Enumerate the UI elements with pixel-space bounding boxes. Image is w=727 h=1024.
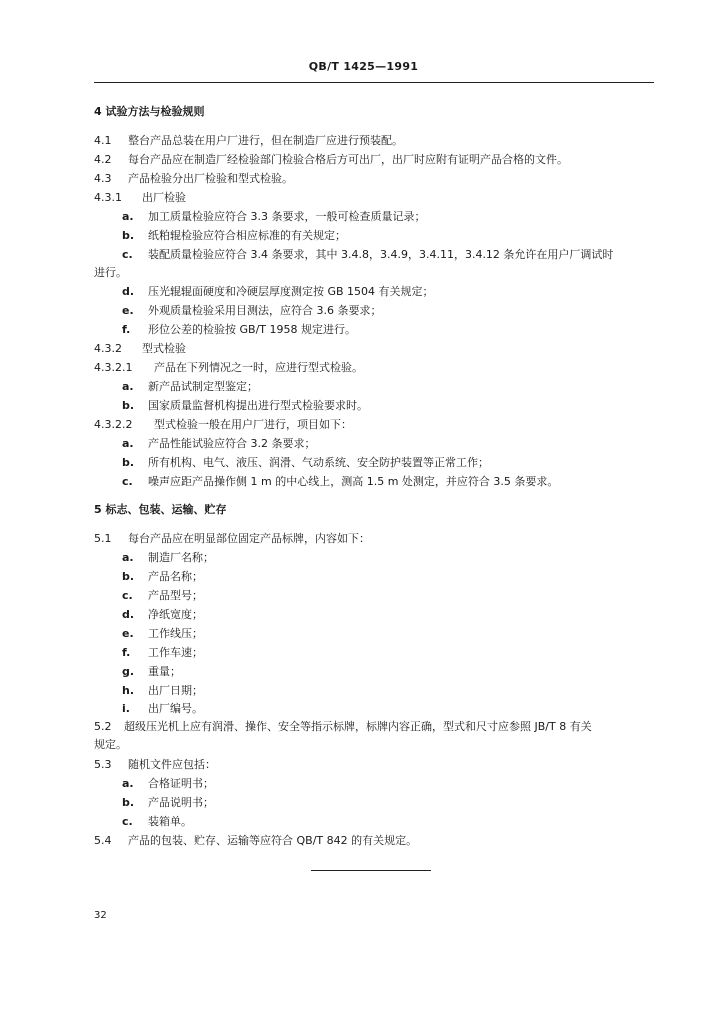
list-item: b. 产品说明书；: [122, 796, 214, 809]
clause-text: 型式检验: [142, 342, 186, 355]
clause-text: 产品在下列情况之一时，应进行型式检验。: [154, 361, 363, 374]
list-item: a. 产品性能试验应符合 3.2 条要求；: [122, 437, 316, 450]
list-item: e. 工作线压；: [122, 627, 203, 640]
clause-number: 4.3.2.2: [94, 418, 133, 431]
list-item: a. 新产品试制定型鉴定；: [122, 380, 258, 393]
clause-number: 4.3.1: [94, 191, 122, 204]
clause-4-1: [94, 134, 403, 148]
clause-5-3: [94, 758, 216, 772]
clause-5-4: [94, 834, 417, 848]
clause-number: 4.3.2: [94, 342, 122, 355]
clause-5-2-continuation: 规定。: [94, 738, 127, 751]
clause-5-1: [94, 532, 370, 546]
section-4-title: 4 试验方法与检验规则: [94, 105, 205, 118]
list-item: a. 制造厂名称；: [122, 551, 214, 564]
list-item: d. 压光辊辊面硬度和冷硬层厚度测定按 GB 1504 有关规定；: [122, 285, 434, 298]
clause-text: 产品检验分出厂检验和型式检验。: [128, 172, 293, 185]
clause-text: 型式检验一般在用户厂进行，项目如下：: [154, 418, 352, 431]
list-item: c. 噪声应距产品操作侧 1 m 的中心线上，测高 1.5 m 处测定，并应符合 3.5 条要求。: [122, 475, 559, 488]
clause-number: 4.2: [94, 153, 112, 166]
clause-4-2: [94, 153, 568, 167]
clause-number: 5.3: [94, 758, 112, 771]
clause-text: 超级压光机上应有润滑、操作、安全等指示标牌，标牌内容正确，型式和尺寸应参照 JB/T 8 有关: [124, 720, 592, 733]
list-item: b. 国家质量监督机构提出进行型式检验要求时。: [122, 399, 368, 412]
list-item: h. 出厂日期；: [122, 684, 203, 697]
clause-4-3-2-2: [94, 418, 352, 432]
section-5-title: 5 标志、包装、运输、贮存: [94, 503, 227, 516]
clause-text: 每台产品应在明显部位固定产品标牌，内容如下：: [128, 532, 370, 545]
clause-4-3-1: [94, 191, 186, 205]
list-item: a. 合格证明书；: [122, 777, 214, 790]
clause-number: 5.4: [94, 834, 112, 847]
list-item: c. 产品型号；: [122, 589, 203, 602]
clause-text: 每台产品应在制造厂经检验部门检验合格后方可出厂，出厂时应附有证明产品合格的文件。: [128, 153, 568, 166]
list-item: b. 所有机构、电气、液压、润滑、气动系统、安全防护装置等正常工作；: [122, 456, 489, 469]
list-item: b. 产品名称；: [122, 570, 203, 583]
clause-number: 5.2: [94, 720, 112, 733]
list-item: a. 加工质量检验应符合 3.3 条要求，一般可检查质量记录；: [122, 210, 426, 223]
clause-text: 随机文件应包括：: [128, 758, 216, 771]
clause-5-2: [94, 720, 592, 734]
list-item: g. 重量；: [122, 665, 181, 678]
list-item: f. 形位公差的检验按 GB/T 1958 规定进行。: [122, 323, 356, 336]
header-rule: [94, 82, 654, 83]
clause-number: 4.3: [94, 172, 112, 185]
clause-number: 4.3.2.1: [94, 361, 133, 374]
standard-code-header: QB/T 1425—1991: [308, 60, 419, 73]
clause-4-3: [94, 172, 293, 186]
clause-text: 产品的包装、贮存、运输等应符合 QB/T 842 的有关规定。: [128, 834, 418, 847]
clause-number: 5.1: [94, 532, 112, 545]
list-item: b. 纸粕辊检验应符合相应标准的有关规定；: [122, 229, 346, 242]
clause-4-3-2-1: [94, 361, 363, 375]
list-item-continuation: 进行。: [94, 266, 127, 279]
list-item: i. 出厂编号。: [122, 702, 203, 715]
list-item: f. 工作车速；: [122, 646, 203, 659]
clause-4-3-2: [94, 342, 186, 356]
list-item: c. 装箱单。: [122, 815, 192, 828]
page-number: 32: [94, 910, 107, 921]
list-item: e. 外观质量检验采用目测法，应符合 3.6 条要求；: [122, 304, 382, 317]
list-item: c. 装配质量检验应符合 3.4 条要求，其中 3.4.8，3.4.9，3.4.11，3.4.12 条允许在用户厂调试时: [122, 248, 614, 261]
clause-text: 整台产品总装在用户厂进行，但在制造厂应进行预装配。: [128, 134, 403, 147]
end-of-document-rule: [311, 870, 431, 871]
clause-text: 出厂检验: [142, 191, 186, 204]
list-item: d. 净纸宽度；: [122, 608, 203, 621]
clause-number: 4.1: [94, 134, 112, 147]
